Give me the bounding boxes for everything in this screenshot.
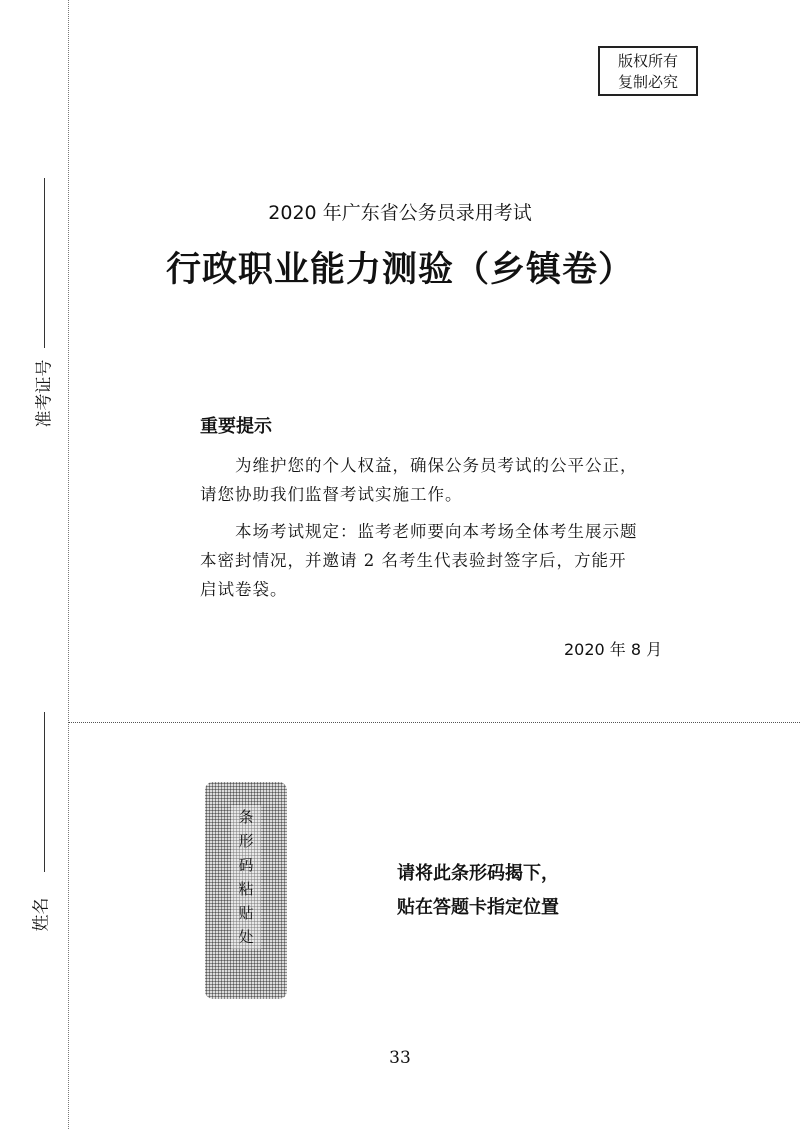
para2-line2: 本密封情况，并邀请 2 名考生代表验封签字后，方能开	[200, 551, 627, 570]
notice-heading: 重要提示	[200, 416, 272, 437]
copyright-line2: 复制必究	[617, 73, 678, 91]
barcode-char: 贴	[238, 904, 254, 922]
para1-line1: 为维护您的个人权益，确保公务员考试的公平公正，	[200, 456, 638, 475]
barcode-label	[231, 805, 261, 949]
exam-id-label: 准考证号	[34, 359, 55, 428]
binding-line-left	[68, 0, 69, 1129]
name-write-line	[44, 712, 45, 872]
page-number: 33	[389, 1048, 411, 1068]
instruction-line2: 贴在答题卡指定位置	[397, 897, 559, 918]
barcode-char: 形	[238, 832, 254, 850]
name-label: 姓名	[31, 897, 52, 932]
cut-line	[68, 722, 800, 723]
barcode-instruction	[397, 857, 559, 925]
instruction-line1: 请将此条形码揭下，	[397, 863, 559, 884]
barcode-char: 条	[238, 808, 254, 826]
notice-paragraph-1	[200, 451, 670, 509]
para1-line2: 请您协助我们监督考试实施工作。	[200, 485, 463, 504]
barcode-char: 粘	[238, 880, 254, 898]
para2-line3: 启试卷袋。	[200, 580, 288, 599]
barcode-char: 码	[238, 856, 254, 874]
copyright-box	[598, 46, 698, 96]
para2-line1: 本场考试规定：监考老师要向本考场全体考生展示题	[200, 522, 638, 541]
notice-paragraph-2	[200, 517, 670, 604]
main-title: 行政职业能力测验（乡镇卷）	[165, 249, 634, 290]
exam-title: 2020 年广东省公务员录用考试	[268, 202, 532, 224]
barcode-char: 处	[238, 928, 254, 946]
notice-date: 2020 年 8 月	[564, 640, 663, 659]
copyright-line1: 版权所有	[617, 52, 678, 70]
